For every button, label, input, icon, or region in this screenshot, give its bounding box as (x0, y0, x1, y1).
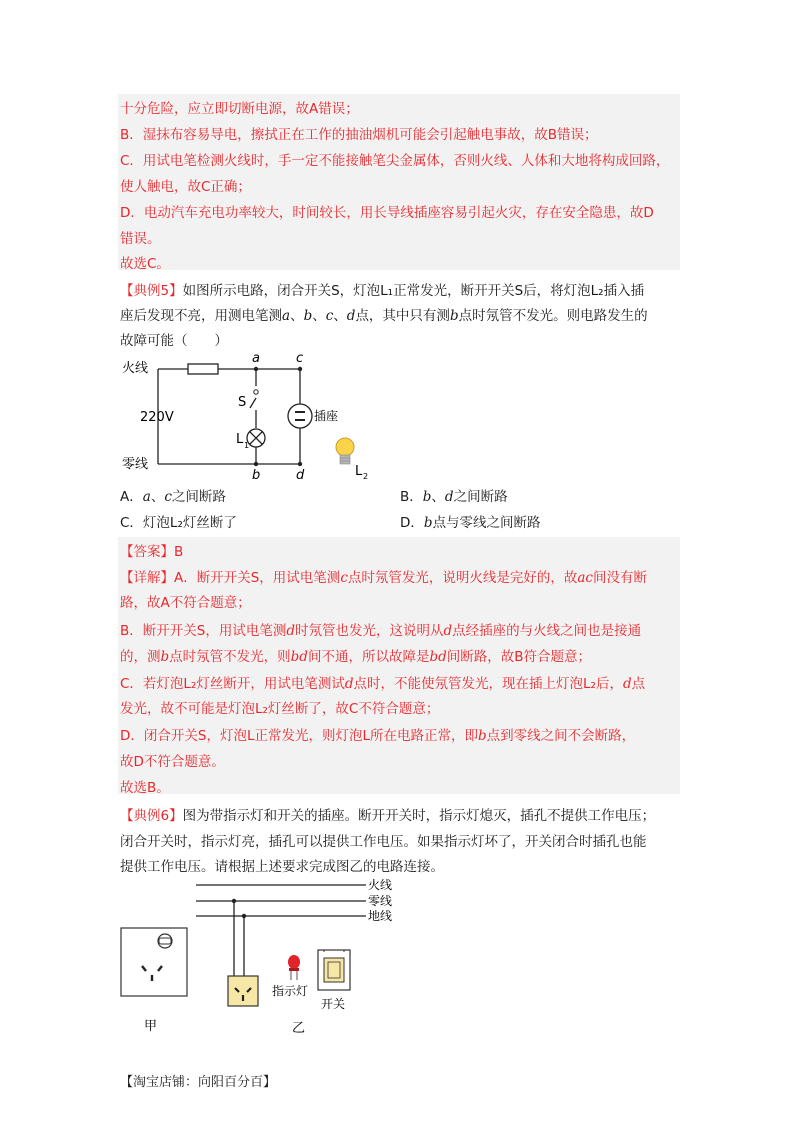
explanation-line: D．电动汽车充电功率较大，时间较长，用长导线插座容易引起火灾，存在安全隐患，故D (120, 205, 654, 221)
example5-question-line3: 故障可能（ ） (120, 333, 228, 349)
example6-question-line1: 【典例6】图为带指示灯和开关的插座。断开开关时，指示灯熄灭，插孔不提供工作电压； (120, 808, 656, 824)
detail-line: 的，测b点时氖管不发光，则bd间不通，所以故障是bd间断路，故B符合题意； (120, 649, 592, 665)
example5-question-line1: 【典例5】如图所示电路，闭合开关S，灯泡L₁正常发光，断开开关S后，将灯泡L₂插入插 (120, 283, 645, 299)
point-a-label: a (252, 351, 260, 366)
lamp-l2-label: L (355, 464, 363, 479)
example5-tag: 【典例5】 (120, 283, 183, 299)
socket-wiring-diagram (118, 872, 408, 1042)
point-c-label: c (296, 351, 304, 366)
explanation-line: 十分危险，应立即切断电源，故A错误； (120, 101, 359, 117)
point-b-label: b (252, 468, 261, 483)
option-a[interactable]: A．a、c之间断路 (120, 489, 226, 505)
example6-question-line3: 提供工作电压。请根据上述要求完成图乙的电路连接。 (120, 859, 444, 875)
indicator-lamp-icon (288, 955, 300, 980)
explanation-line: C．用试电笔检测火线时，手一定不能接触笔尖金属体，否则火线、人体和大地将构成回路， (120, 153, 670, 169)
option-b[interactable]: B．b、d之间断路 (400, 489, 508, 505)
lamp-l2-subscript: 2 (363, 472, 369, 481)
detail-line: 故选B。 (120, 780, 170, 796)
socket-yi (228, 976, 258, 1006)
switch-icon[interactable] (318, 950, 350, 990)
detail-line: 故D不符合题意。 (120, 754, 225, 770)
bulb-icon (336, 438, 354, 464)
explanation-line: B．湿抹布容易导电，擦拭正在工作的抽油烟机可能会引起触电事故，故B错误； (120, 127, 598, 143)
voltage-label: 220V (140, 410, 174, 425)
detail-line: C．若灯泡L₂灯丝断开，用试电笔测试d点时，不能使氖管发光，现在插上灯泡L₂后，d点 (120, 676, 646, 692)
lamp-l1-subscript: 1 (244, 441, 250, 450)
explanation-line: 使人触电，故C正确； (120, 179, 251, 195)
detail-line: D．闭合开关S，灯泡L正常发光，则灯泡L所在电路正常，即b点到零线之间不会断路， (120, 728, 636, 744)
explanation-line: 错误。 (120, 231, 161, 247)
socket-label: 插座 (314, 409, 339, 423)
answer-line: 【答案】B (120, 544, 184, 560)
example5-question-line2: 座后发现不亮，用测电笔测a、b、c、d点，其中只有测b点时氖管不发光。则电路发生的 (120, 308, 648, 324)
lamp-l1-label: L (236, 432, 244, 447)
example6-question-line2: 闭合开关时，指示灯亮，插孔可以提供工作电压。如果指示灯坏了，开关闭合时插孔也能 (120, 834, 647, 850)
circuit-diagram (118, 348, 378, 483)
point-d-label: d (296, 468, 305, 483)
answer-value: B (174, 544, 184, 560)
ground-wire-label: 地线 (368, 909, 393, 923)
figure-yi-label: 乙 (292, 1021, 306, 1036)
detail-line: B．断开开关S，用试电笔测d时氖管也发光，这说明从d点经插座的与火线之间也是接通 (120, 623, 642, 639)
figure-jia-label: 甲 (144, 1019, 158, 1034)
option-d[interactable]: D．b点与零线之间断路 (400, 515, 541, 531)
explanation-line: 故选C。 (120, 256, 170, 272)
option-c[interactable]: C．灯泡L₂灯丝断了 (120, 515, 237, 531)
neutral-wire-label: 零线 (122, 457, 149, 472)
live-wire-label: 火线 (368, 878, 393, 892)
switch-label: S (238, 395, 247, 410)
example6-tag: 【典例6】 (120, 808, 183, 824)
switch-label: 开关 (321, 997, 346, 1011)
detail-line: 发光，故不可能是灯泡L₂灯丝断了，故C不符合题意； (120, 701, 440, 717)
neutral-wire-label: 零线 (368, 894, 393, 908)
live-wire-label: 火线 (122, 361, 149, 376)
detail-line: 路，故A不符合题意； (120, 595, 251, 611)
socket-panel-jia (121, 928, 187, 996)
indicator-label: 指示灯 (272, 984, 309, 998)
footer-shop: 【淘宝店铺：向阳百分百】 (120, 1075, 277, 1090)
detail-line: 【详解】A．断开开关S，用试电笔测c点时氖管发光，说明火线是完好的，故ac间没有断 (120, 570, 647, 586)
